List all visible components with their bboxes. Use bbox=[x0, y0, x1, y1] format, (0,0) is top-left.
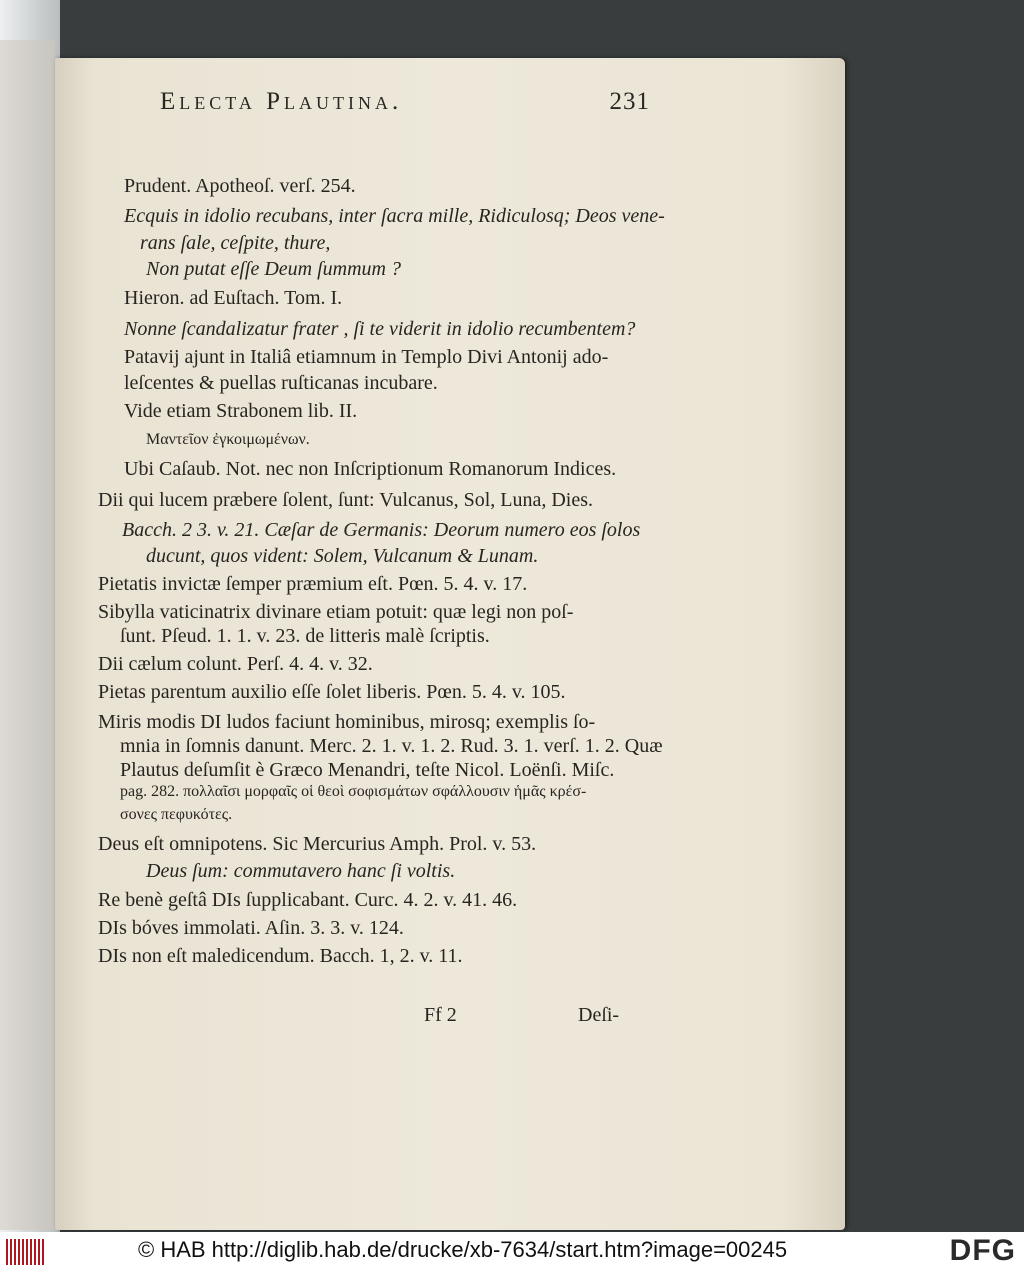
catchword: Deſi- bbox=[578, 1004, 620, 1026]
text-line: ducunt, quos vident: Solem, Vulcanum & Lunam. bbox=[146, 545, 539, 567]
text-line: Ecquis in idolio recubans, inter ſacra mille, Ridiculosq; Deos vene- bbox=[124, 205, 665, 227]
text-line: Patavij ajunt in Italiâ etiamnum in Templo Divi Antonij ado- bbox=[124, 346, 609, 368]
running-head bbox=[160, 88, 650, 116]
text-line: Prudent. Apotheoſ. verſ. 254. bbox=[124, 175, 356, 197]
text-line: Miris modis DI ludos faciunt hominibus, mirosq; exemplis ſo- bbox=[98, 711, 596, 733]
text-line: Non putat eſſe Deum ſummum ? bbox=[146, 258, 401, 280]
text-line: Nonne ſcandalizatur frater , ſi te viderit in idolio recumbentem? bbox=[124, 318, 636, 340]
previous-page-shadow bbox=[0, 40, 55, 1230]
text-line: Ubi Caſaub. Not. nec non Inſcriptionum Romanorum Indices. bbox=[124, 458, 617, 480]
signature-mark: Ff 2 bbox=[424, 1004, 457, 1026]
text-line-greek: Μαντεῖον ἐγκοιμωμένων. bbox=[146, 431, 310, 448]
text-line: DIs non eſt maledicendum. Bacch. 1, 2. v. 11. bbox=[98, 945, 463, 967]
text-line: Pietatis invictæ ſemper præmium eſt. Pœn. 5. 4. v. 17. bbox=[98, 573, 528, 595]
text-line: Deus eſt omnipotens. Sic Mercurius Amph. Prol. v. 53. bbox=[98, 833, 537, 855]
text-line-greek: σονες πεφυκότες. bbox=[120, 806, 233, 823]
text-line: Pietas parentum auxilio eſſe ſolet liberis. Pœn. 5. 4. v. 105. bbox=[98, 681, 566, 703]
text-line: Dii cælum colunt. Perſ. 4. 4. v. 32. bbox=[98, 653, 373, 675]
previous-page-edge bbox=[0, 0, 60, 1232]
text-line: DIs bóves immolati. Aſin. 3. 3. v. 124. bbox=[98, 917, 404, 939]
running-head-title: Electa Plautina. bbox=[160, 88, 403, 115]
text-line-greek: pag. 282. πολλαῖσι μορφαῖς οἱ θεοὶ σοφισμάτων σφάλλουσιν ἡμᾶς κρέσ- bbox=[120, 783, 587, 800]
text-line: Hieron. ad Euſtach. Tom. I. bbox=[124, 287, 343, 309]
text-line: Bacch. 2 3. v. 21. Cæſar de Germanis: Deorum numero eos ſolos bbox=[122, 519, 641, 541]
text-line: leſcentes & puellas ruſticanas incubare. bbox=[124, 372, 438, 394]
text-line: ſunt. Pſeud. 1. 1. v. 23. de litteris malè ſcriptis. bbox=[120, 625, 490, 647]
footer-bar bbox=[0, 1232, 1024, 1270]
text-line: Deus ſum: commutavero hanc ſi voltis. bbox=[146, 860, 456, 882]
text-line: Plautus deſumſit è Græco Menandri, teſte Nicol. Loënſi. Miſc. bbox=[120, 759, 615, 781]
text-line: mnia in ſomnis danunt. Merc. 2. 1. v. 1. 2. Rud. 3. 1. verſ. 1. 2. Quæ bbox=[120, 735, 663, 757]
text-line: Re benè geſtâ DIs ſupplicabant. Curc. 4. 2. v. 41. 46. bbox=[98, 889, 518, 911]
text-line: rans ſale, ceſpite, thure, bbox=[140, 232, 331, 254]
text-line: Sibylla vaticinatrix divinare etiam potuit: quæ legi non poſ- bbox=[98, 601, 574, 623]
text-line: Vide etiam Strabonem lib. II. bbox=[124, 400, 358, 422]
page-number: 231 bbox=[609, 88, 650, 115]
hab-barcode-logo bbox=[6, 1239, 46, 1265]
footer-credit-link[interactable]: © HAB http://diglib.hab.de/drucke/xb-7634/start.htm?image=00245 bbox=[138, 1237, 788, 1262]
text-line: Dii qui lucem præbere ſolent, ſunt: Vulcanus, Sol, Luna, Dies. bbox=[98, 489, 594, 511]
dfg-logo: DFG bbox=[949, 1234, 1016, 1267]
